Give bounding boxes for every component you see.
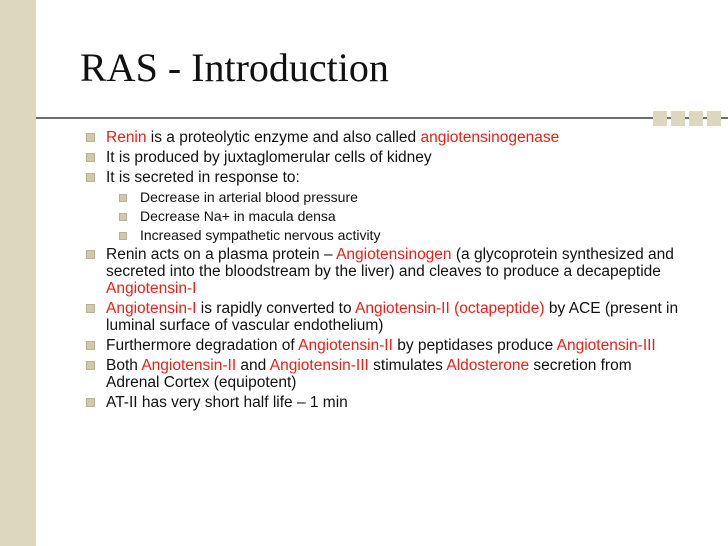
- square-bullet-icon: [86, 304, 95, 313]
- bullet-item: [86, 357, 686, 391]
- square-icon: [653, 111, 667, 126]
- term-aldosterone: Aldosterone: [446, 357, 530, 374]
- bullet-item: [86, 300, 686, 334]
- term-angiotensinogenase: angiotensinogenase: [420, 129, 560, 146]
- square-bullet-icon: [86, 250, 95, 259]
- bullet-text: Furthermore degradation of: [106, 337, 299, 354]
- term-angiotensin-ii: Angiotensin-II: [298, 337, 393, 354]
- bullet-text: secretion from Adrenal Cortex (equipotent): [106, 357, 632, 391]
- square-bullet-icon: [119, 232, 127, 240]
- square-bullet-icon: [86, 398, 95, 407]
- left-accent-bar: [0, 0, 36, 546]
- bullet-text: stimulates: [368, 357, 447, 374]
- bullet-text: and: [236, 357, 270, 374]
- bullet-text: by peptidases produce: [392, 337, 557, 354]
- bullet-item: [86, 149, 686, 166]
- sub-bullet-item: [86, 189, 686, 206]
- bullet-text: (a glycoprotein synthesized and secreted into the bloodstream by the liver) and cleaves to produce a decapeptide: [106, 246, 674, 280]
- bullet-list: [86, 129, 686, 414]
- bullet-text: Both: [106, 357, 142, 374]
- bullet-text: is a proteolytic enzyme and also called: [146, 129, 421, 146]
- sub-bullet-text: Decrease Na+ in macula densa: [140, 208, 336, 224]
- sub-bullet-text: Increased sympathetic nervous activity: [140, 227, 381, 243]
- square-bullet-icon: [86, 341, 95, 350]
- square-icon: [689, 111, 703, 126]
- square-icon: [671, 111, 685, 126]
- bullet-text: by ACE (present in luminal surface of vascular endothelium): [106, 300, 679, 334]
- sub-bullet-item: [86, 227, 686, 244]
- bullet-text: Renin acts on a plasma protein –: [106, 246, 337, 263]
- term-angiotensin-iii: Angiotensin-III: [556, 337, 656, 354]
- title-divider: [36, 117, 728, 119]
- square-bullet-icon: [86, 153, 95, 162]
- square-icon: [707, 111, 721, 126]
- square-bullet-icon: [86, 361, 95, 370]
- term-angiotensinogen: Angiotensinogen: [336, 246, 452, 263]
- square-bullet-icon: [119, 194, 127, 202]
- sub-bullet-text: Decrease in arterial blood pressure: [140, 189, 358, 205]
- bullet-item: [86, 246, 686, 297]
- bullet-text: AT-II has very short half life – 1 min: [106, 394, 348, 411]
- bullet-item: [86, 129, 686, 146]
- term-angiotensin-ii-octapeptide: Angiotensin-II (octapeptide): [355, 300, 545, 317]
- decorative-squares: [653, 111, 723, 127]
- bullet-item: [86, 394, 686, 411]
- square-bullet-icon: [86, 133, 95, 142]
- bullet-item: [86, 169, 686, 186]
- slide-title: RAS - Introduction: [80, 45, 389, 90]
- square-bullet-icon: [119, 213, 127, 221]
- term-angiotensin-i: Angiotensin-I: [106, 300, 197, 317]
- term-angiotensin-i: Angiotensin-I: [106, 280, 197, 297]
- bullet-text: is rapidly converted to: [196, 300, 356, 317]
- term-angiotensin-iii: Angiotensin-III: [269, 357, 369, 374]
- bullet-item: [86, 337, 686, 354]
- term-angiotensin-ii: Angiotensin-II: [141, 357, 237, 374]
- bullet-text: It is secreted in response to:: [106, 169, 300, 186]
- bullet-text: It is produced by juxtaglomerular cells of kidney: [106, 149, 432, 166]
- sub-bullet-item: [86, 208, 686, 225]
- term-renin: Renin: [106, 129, 147, 146]
- square-bullet-icon: [86, 173, 95, 182]
